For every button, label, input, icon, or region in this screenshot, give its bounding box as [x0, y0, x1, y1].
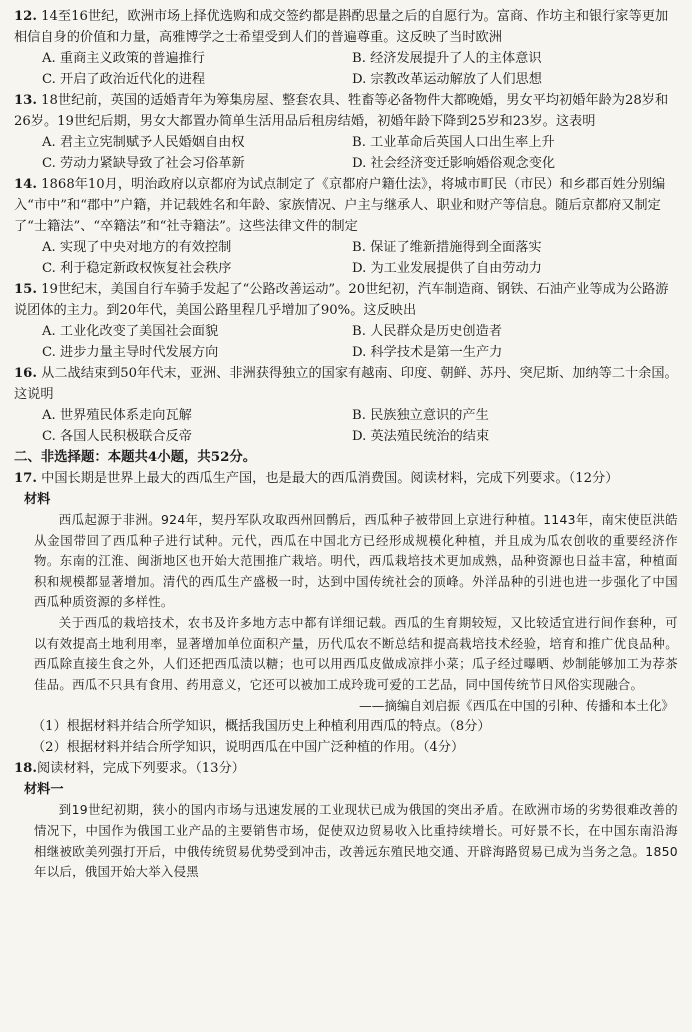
question-14: [14, 174, 678, 279]
material-paragraph: 西瓜起源于非洲。924年，契丹军队攻取西州回鹘后，西瓜种子被带回上京进行种植。1143年，南宋使臣洪皓从金国带回了西瓜种子进行试种。元代，西瓜在中国北方已经形成规模化种植，并且成为瓜农创收的重要经济作物。东南的江淮、闽浙地区也开始大范围推广栽培。明代，西瓜栽培技术更加成熟，品种资源也日益丰富，种植面积和规模都显著增加。清代的西瓜生产盛极一时，达到中国传统社会的顶峰。外洋品种的引进也进一步强化了中国西瓜种质资源的多样性。: [34, 512, 678, 610]
options-grid: [14, 237, 678, 279]
question-16: [14, 363, 678, 447]
option-c: C. 各国人民积极联合反帝: [42, 429, 192, 444]
option-d: D. 社会经济变迁影响婚俗观念变化: [352, 156, 556, 171]
question-13: [14, 90, 678, 174]
question-number: 14.: [14, 177, 37, 192]
option-b: B. 经济发展提升了人的主体意识: [352, 51, 542, 66]
option-a: A. 君主立宪制赋予人民婚姻自由权: [42, 135, 245, 150]
sub-question: （2）根据材料并结合所学知识，说明西瓜在中国广泛种植的作用。（4分）: [32, 740, 465, 756]
material-title: 材料一: [24, 782, 64, 798]
option-d: D. 为工业发展提供了自由劳动力: [352, 261, 542, 276]
option-a: A. 工业化改变了美国社会面貌: [42, 324, 219, 339]
question-stem: 18世纪前，英国的适婚青年为筹集房屋、整套农具、牲畜等必备物件大都晚婚，男女平均初婚年龄为28岁和26岁。19世纪后期，男女大都置办简单生活用品后租房结婚，初婚年龄下降到25岁和23岁。这表明: [14, 93, 669, 129]
question-stem: 阅读材料，完成下列要求。（13分）: [36, 761, 245, 777]
options-grid: [14, 321, 678, 363]
option-a: A. 世界殖民体系走向瓦解: [42, 408, 192, 423]
option-d: D. 科学技术是第一生产力: [352, 345, 503, 360]
multiple-choice-questions: [14, 6, 678, 447]
option-b: B. 工业革命后英国人口出生率上升: [352, 135, 555, 150]
question-15: [14, 279, 678, 363]
material-title: 材料: [24, 492, 51, 507]
option-d: D. 英法殖民统治的结束: [352, 429, 490, 444]
sub-question: （1）根据材料并结合所学知识，概括我国历史上种植利用西瓜的特点。（8分）: [32, 719, 491, 735]
option-b: B. 民族独立意识的产生: [352, 408, 489, 423]
option-c: C. 开启了政治近代化的进程: [42, 72, 206, 87]
question-stem: 1868年10月，明治政府以京都府为试点制定了《京都府户籍仕法》，将城市町民（市民）和乡郡百姓分别编入“市中”和“郡中”户籍，并记载姓名和年龄、家族情况、户主与继承人、职业和财产等信息。随后京都府又制定了“士籍法”、“卒籍法”和“社寺籍法”。这些法律文件的制定: [14, 177, 666, 234]
question-stem: 19世纪末，美国自行车骑手发起了“公路改善运动”。20世纪初，汽车制造商、钢铁、石油产业等成为公路游说团体的主力。到20年代，美国公路里程几乎增加了90%。这反映出: [14, 282, 669, 318]
option-b: B. 人民群众是历史创造者: [352, 324, 502, 339]
section-title: 二、非选择题：本题共4小题，共52分。: [14, 449, 257, 465]
options-grid: [14, 48, 678, 90]
question-number: 13.: [14, 93, 37, 108]
option-c: C. 进步力量主导时代发展方向: [42, 345, 219, 360]
option-a: A. 重商主义政策的普遍推行: [42, 51, 205, 66]
question-number: 12.: [14, 9, 37, 24]
material-source: ——摘编自刘启振《西瓜在中国的引种、传播和本土化》: [359, 698, 674, 714]
material-paragraph: 到19世纪初期，狭小的国内市场与迅速发展的工业现状已成为俄国的突出矛盾。在欧洲市场的劣势很难改善的情况下，中国作为俄国工业产品的主要销售市场，促使双边贸易收入比重持续增长。可好景不长，在中国东南沿海相继被欧美列强打开后，中俄传统贸易优势受到冲击，改善远东殖民地交通、开辟海路贸易已成为当务之急。1850年以后，俄国开始大举入侵黑: [34, 802, 678, 880]
option-b: B. 保证了维新措施得到全面落实: [352, 240, 542, 255]
option-a: A. 实现了中央对地方的有效控制: [42, 240, 232, 255]
options-grid: [14, 132, 678, 174]
question-number: 15.: [14, 282, 37, 297]
option-c: C. 劳动力紧缺导致了社会习俗革新: [42, 156, 245, 171]
question-17: [14, 468, 678, 758]
question-number: 17.: [14, 471, 37, 486]
question-stem: 14至16世纪，欧洲市场上择优选购和成交签约都是斟酌思量之后的自愿行为。富商、作坊主和银行家等更加相信自身的价值和力量，高雅博学之士希望受到人们的普遍尊重。这反映了当时欧洲: [14, 9, 669, 45]
question-number: 16.: [14, 366, 37, 381]
option-d: D. 宗教改革运动解放了人们思想: [352, 72, 542, 87]
question-stem: 从二战结束到50年代末，亚洲、非洲获得独立的国家有越南、印度、朝鲜、苏丹、突尼斯、加纳等二十余国。这说明: [14, 366, 678, 402]
question-12: [14, 6, 678, 90]
question-18: [14, 758, 678, 882]
option-c: C. 利于稳定新政权恢复社会秩序: [42, 261, 232, 276]
question-number: 18.: [14, 761, 37, 777]
material-paragraph: 关于西瓜的栽培技术，农书及许多地方志中都有详细记载。西瓜的生育期较短，又比较适宜进行间作套种，可以有效提高土地利用率，显著增加单位面积产量，历代瓜农不断总结和提高栽培技术经验，培育和推广优良品种。西瓜除直接生食之外，人们还把西瓜渍以糖；也可以用西瓜皮做成凉拌小菜；瓜子经过曝晒、炒制能够加工为荐茶佳品。西瓜不只具有食用、药用意义，它还可以被加工成玲珑可爱的工艺品，同中国传统节日风俗实现融合。: [34, 614, 678, 692]
options-grid: [14, 405, 678, 447]
question-stem: 中国长期是世界上最大的西瓜生产国，也是最大的西瓜消费国。阅读材料，完成下列要求。（12分）: [41, 471, 619, 486]
